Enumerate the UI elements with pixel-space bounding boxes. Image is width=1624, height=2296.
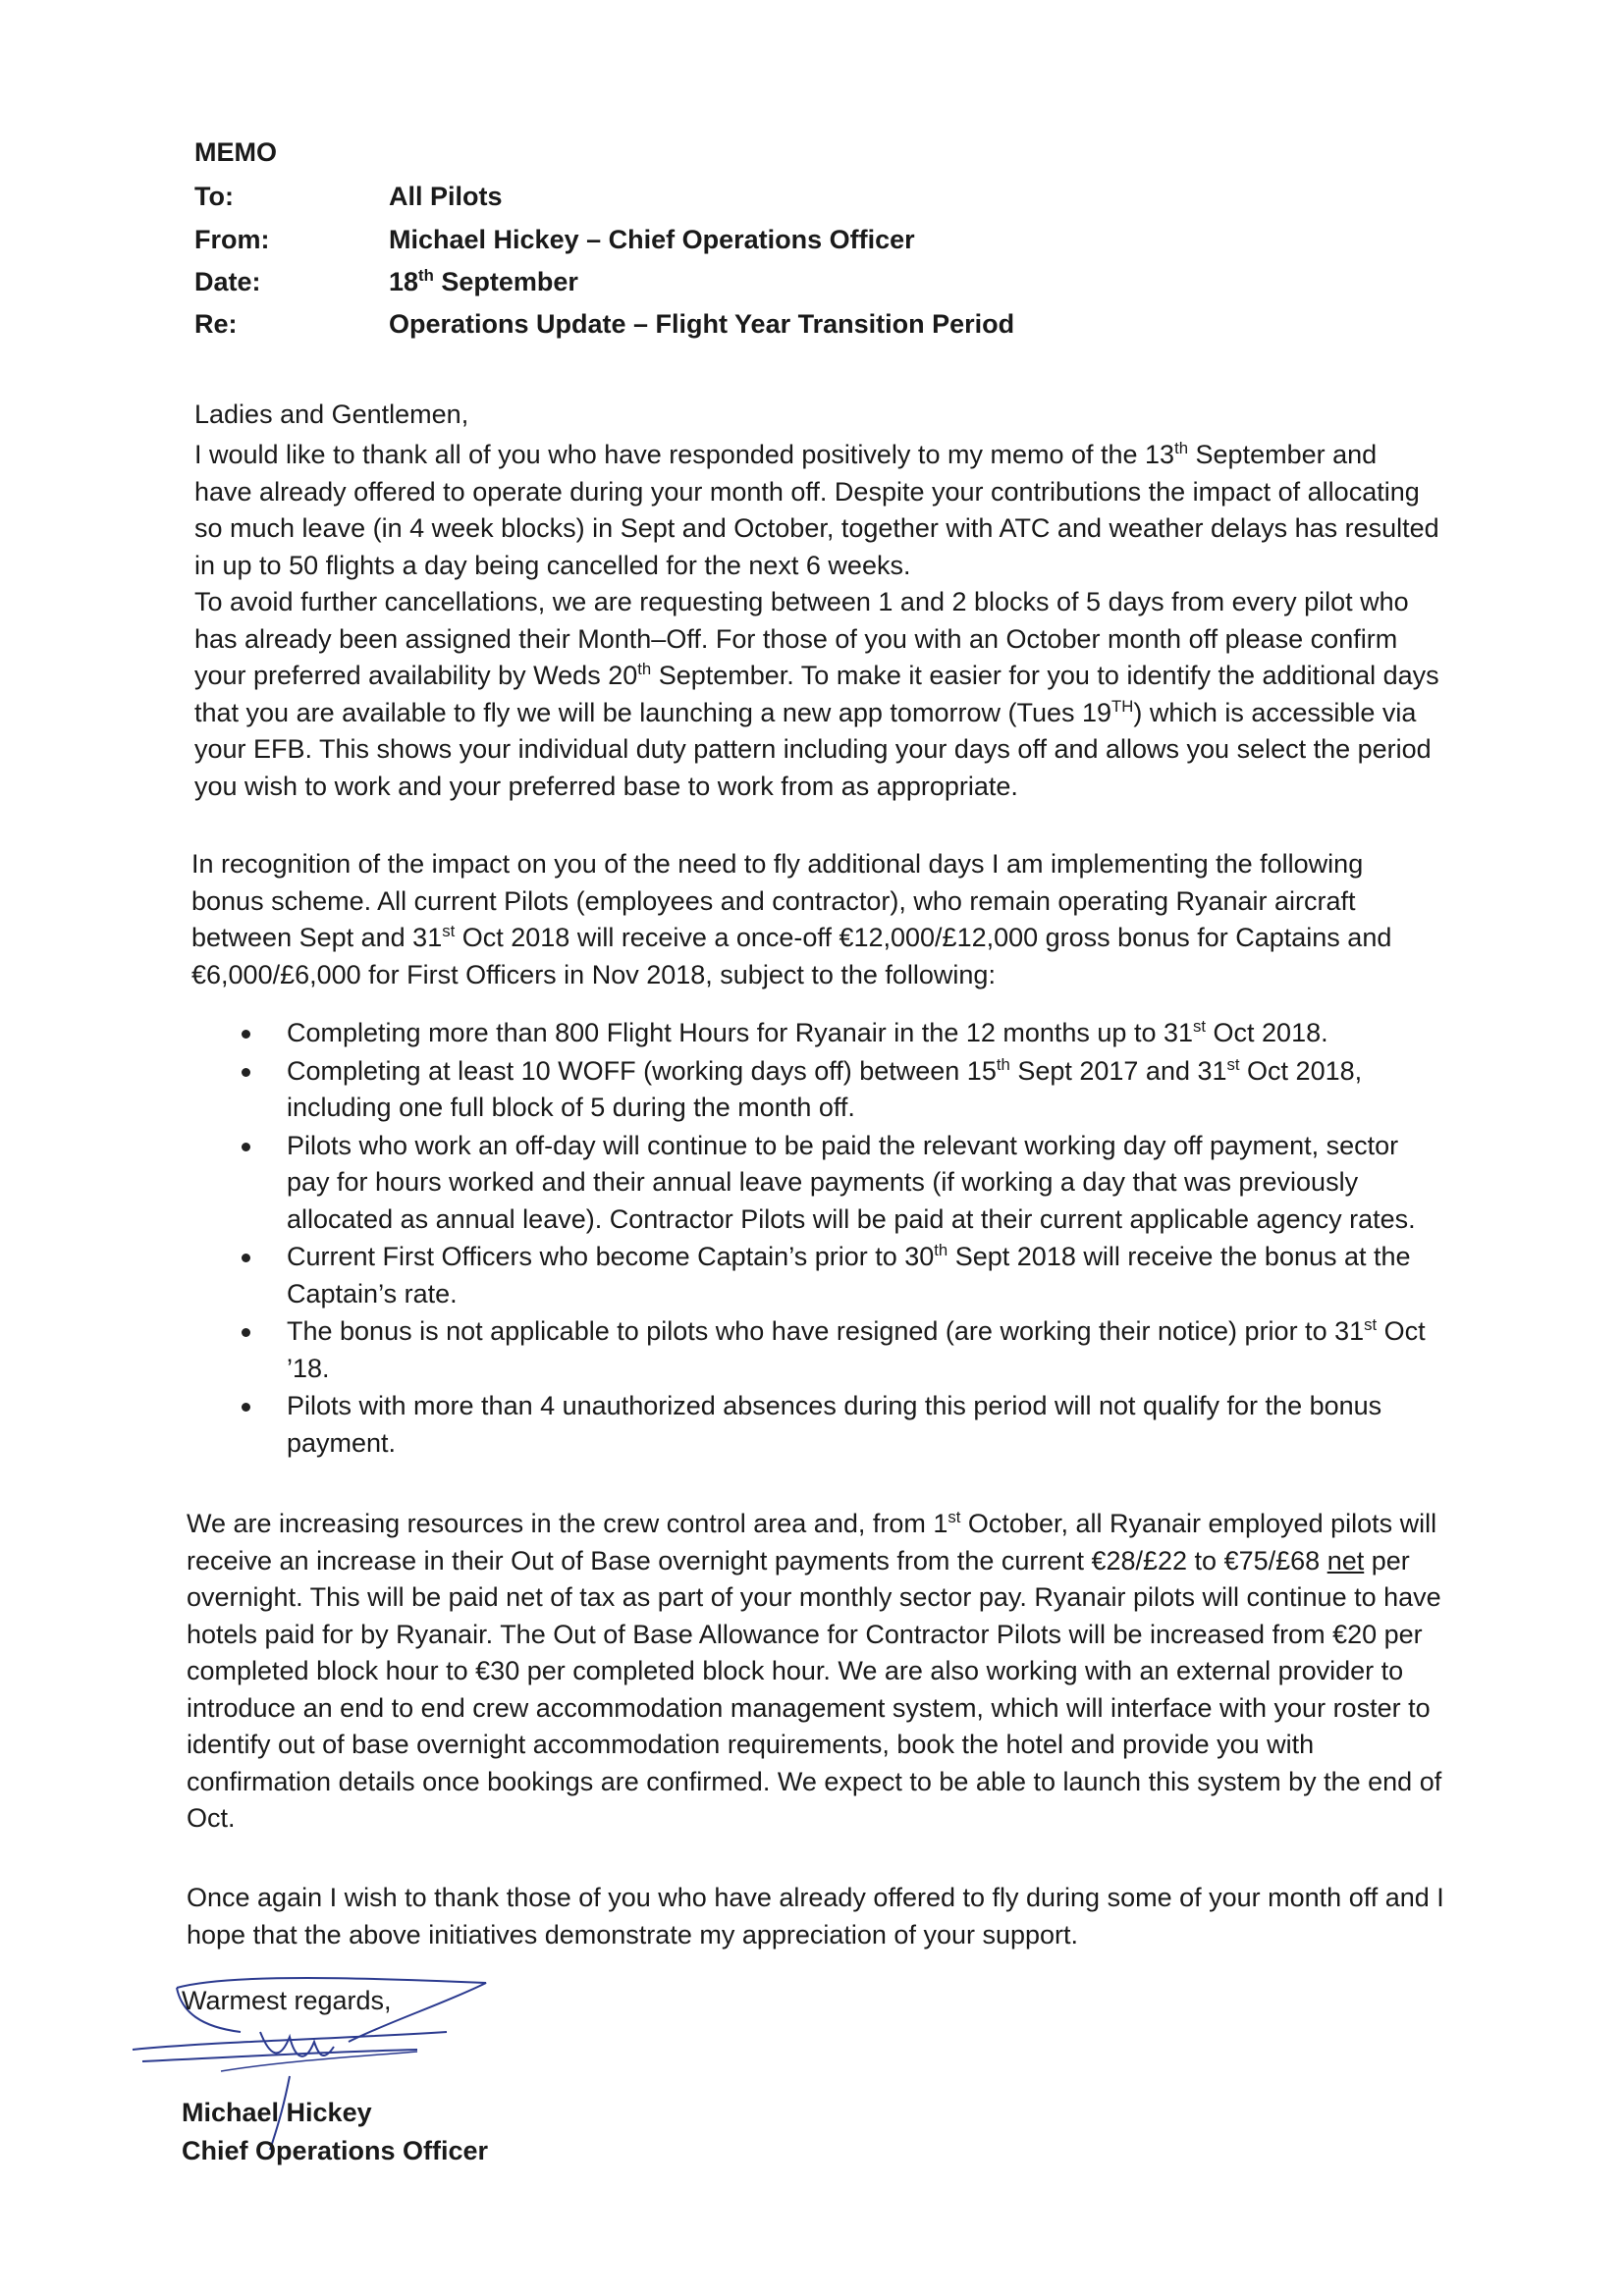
list-item: Completing at least 10 WOFF (working days off) between 15th Sept 2017 and 31st Oct 2018, including one full block of 5 during the month off. bbox=[192, 1053, 1430, 1127]
to-row bbox=[194, 182, 503, 212]
paragraph-bonus-scheme: In recognition of the impact on you of the need to fly additional days I am implementing the following bonus scheme. All current Pilots (employees and contractor), who remain operating Ryanair aircraft between Sept and 31st Oct 2018 will receive a once-off €12,000/£12,000 gross bonus for Captains and €6,000/£6,000 for First Officers in Nov 2018, subject to the following: bbox=[191, 849, 1392, 989]
greeting: Ladies and Gentlemen, bbox=[194, 400, 469, 429]
to-label: To: bbox=[194, 182, 234, 211]
list-item: The bonus is not applicable to pilots who have resigned (are working their notice) prior to 31st Oct ’18. bbox=[192, 1313, 1430, 1387]
list-item: Pilots who work an off-day will continue to be paid the relevant working day off payment, sector pay for hours worked and their annual leave payments (if working a day that was previously allocated as annual leave). Contractor Pilots will be paid at their current applicable agency rates. bbox=[192, 1128, 1430, 1239]
from-label: From: bbox=[194, 225, 270, 254]
bullet-icon bbox=[242, 1068, 250, 1077]
list-item: Pilots with more than 4 unauthorized absences during this period will not qualify for the bonus payment. bbox=[192, 1388, 1430, 1462]
signer-name: Michael Hickey bbox=[182, 2098, 372, 2127]
paragraph-overnight-payments: We are increasing resources in the crew control area and, from 1st October, all Ryanair employed pilots will receive an increase in their Out of Base overnight payments from the current €28/£22 to €75/£68 net per overnight. This will be paid net of tax as part of your monthly sector pay. Ryanair pilots will continue to have hotels paid for by Ryanair. The Out of Base Allowance for Contractor Pilots will be increased from €20 per completed block hour to €30 per completed block hour. We are also working with an external provider to introduce an end to end crew accommodation management system, which will interface with your roster to identify out of base overnight accommodation requirements, book the hotel and provide you with confirmation details once bookings are confirmed. We expect to be able to launch this system by the end of Oct. bbox=[187, 1508, 1442, 1833]
list-item: Completing more than 800 Flight Hours for Ryanair in the 12 months up to 31st Oct 2018. bbox=[192, 1015, 1430, 1052]
to-value: All Pilots bbox=[389, 182, 503, 211]
bullet-icon bbox=[242, 1254, 250, 1262]
list-item: Current First Officers who become Captain’s prior to 30th Sept 2018 will receive the bonus at the Captain’s rate. bbox=[192, 1239, 1430, 1312]
signer-title: Chief Operations Officer bbox=[182, 2136, 489, 2165]
bullet-icon bbox=[242, 1328, 250, 1337]
paragraph-intro: I would like to thank all of you who have responded positively to my memo of the 13th September and have already offered to operate during your month off. Despite your contributions the impact of allocating so much leave (in 4 week blocks) in Sept and October, together with ATC and weather delays has resulted in up to 50 flights a day being cancelled for the next 6 weeks. To avoid further cancellations, we are requesting between 1 and 2 blocks of 5 days from every pilot who has already been assigned their Month–Off. For those of you with an October month off please confirm your preferred availability by Weds 20th September. To make it easier for you to identify the additional days that you are available to fly we will be launching a new app tomorrow (Tues 19TH) which is accessible via your EFB. This shows your individual duty pattern including your days off and allows you select the period you wish to work and your preferred base to work from as appropriate. bbox=[194, 439, 1439, 801]
date-row bbox=[194, 267, 578, 297]
date-value: 18th September bbox=[389, 266, 578, 296]
re-value: Operations Update – Flight Year Transition Period bbox=[389, 309, 1015, 339]
bullet-icon bbox=[242, 1143, 250, 1151]
from-value: Michael Hickey – Chief Operations Officer bbox=[389, 225, 915, 254]
date-label: Date: bbox=[194, 267, 261, 296]
closing-regards: Warmest regards, bbox=[182, 1986, 392, 2015]
from-row bbox=[194, 225, 915, 255]
re-label: Re: bbox=[194, 309, 238, 339]
memo-title: MEMO bbox=[194, 137, 277, 167]
bonus-conditions-list bbox=[192, 1015, 1430, 1463]
bullet-icon bbox=[242, 1030, 250, 1039]
re-row bbox=[194, 309, 1014, 340]
paragraph-closing: Once again I wish to thank those of you who have already offered to fly during some of your month off and I hope that the above initiatives demonstrate my appreciation of your support. bbox=[187, 1883, 1444, 1949]
bullet-icon bbox=[242, 1403, 250, 1412]
